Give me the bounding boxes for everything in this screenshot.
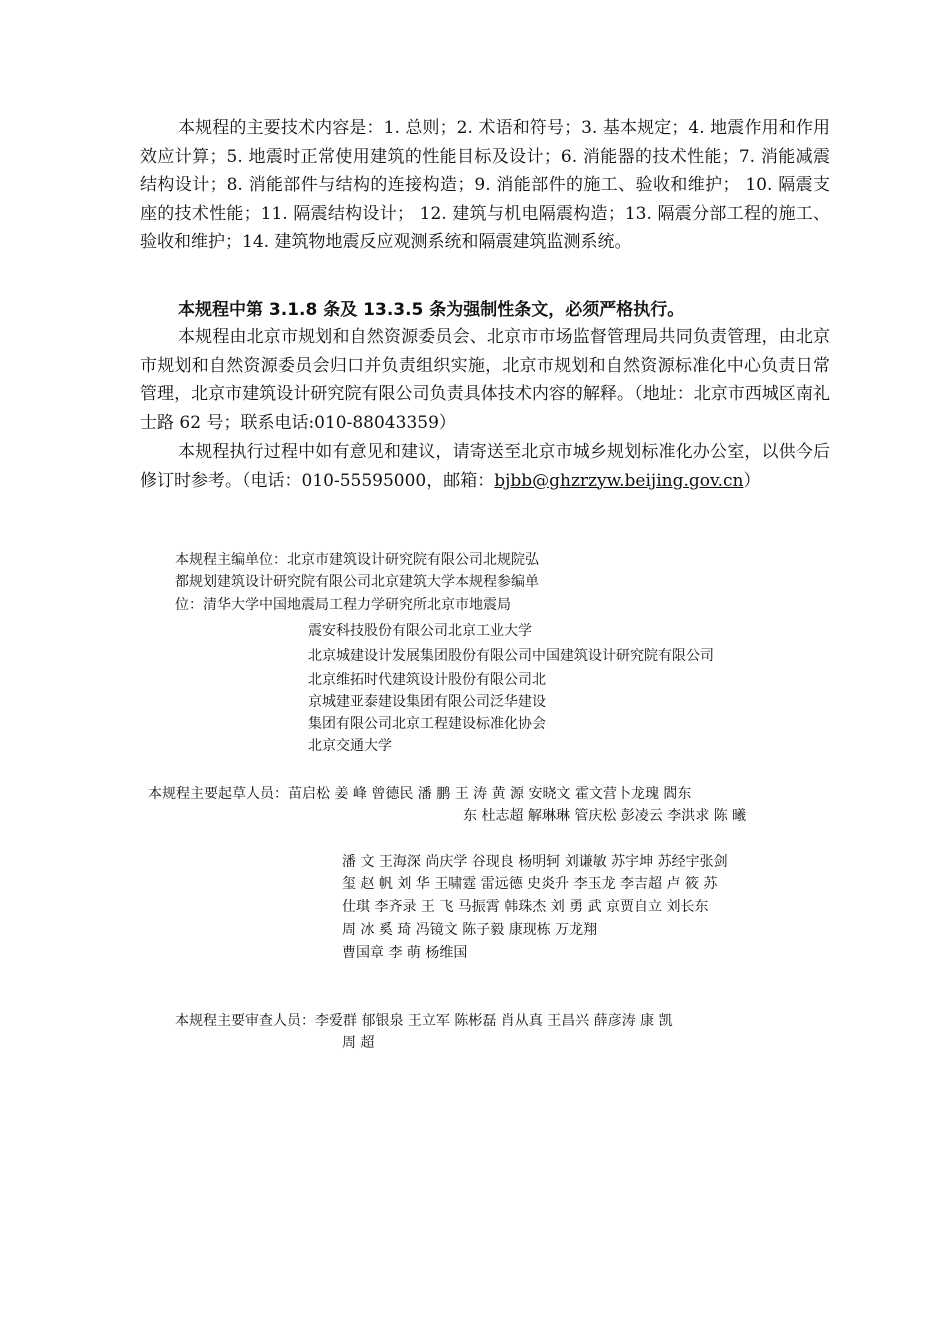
drafters-line: 曹国章 李 萌 杨维国 — [342, 945, 468, 961]
management-paragraph: 本规程由北京市规划和自然资源委员会、北京市市场监督管理局共同负责管理，由北京市规划和自然资源委员会归口并负责组织实施，北京市规划和自然资源标准化中心负责日常管理，北京市建筑设计研究院有限公司负责具体技术内容的解释。（地址：北京市西城区南礼士路 62 号；联系电话:010-88043359） — [140, 327, 830, 433]
feedback-close: ） — [743, 470, 761, 491]
drafters-line: 周 冰 奚 琦 冯镜文 陈子毅 康现栋 万龙翔 — [342, 922, 598, 938]
drafters-line: 本规程主要起草人员：苗启松 姜 峰 曾德民 潘 鹏 王 涛 黄 源 安晓文 霍文营卜龙瑰 閻东 — [148, 786, 692, 802]
mandatory-provisions-paragraph: 本规程中第 3.1.8 条及 13.3.5 条为强制性条文，必须严格执行。 — [178, 300, 685, 320]
drafters-line: 玺 赵 帆 刘 华 王啸霆 雷远德 史炎升 李玉龙 李吉超 卢 筱 苏 — [342, 876, 718, 892]
units-line: 北京城建设计发展集团股份有限公司中国建筑设计研究院有限公司 — [308, 648, 714, 664]
units-line: 位：清华大学中国地震局工程力学研究所北京市地震局 — [175, 597, 511, 613]
units-line: 集团有限公司北京工程建设标准化协会 — [308, 716, 546, 732]
drafters-line: 潘 文 王海深 尚庆学 谷现良 杨明轲 刘谦敏 苏宇坤 苏经宇张剑 — [342, 854, 728, 870]
units-line: 震安科技股份有限公司北京工业大学 — [308, 623, 532, 639]
feedback-email-link[interactable]: bjbb@ghzrzyw.beijing.gov.cn — [494, 470, 744, 491]
units-line: 北京交通大学 — [308, 738, 392, 754]
feedback-paragraph — [140, 438, 830, 495]
technical-contents-paragraph: 本规程的主要技术内容是：1. 总则；2. 术语和符号；3. 基本规定；4. 地震作用和作用效应计算；5. 地震时正常使用建筑的性能目标及设计；6. 消能器的技术性能；7. 消能减震结构设计；8. 消能部件与结构的连接构造；9. 消能部件的施工、验收和维护； 10. 隔震支座的技术性能；11. 隔震结构设计； 12. 建筑与机电隔震构造；13. 隔震分部工程的施工、验收和维护；14. 建筑物地震反应观测系统和隔震建筑监测系统。 — [140, 118, 830, 252]
drafters-line: 东 杜志超 解琳琳 管庆松 彭凌云 李洪求 陈 曦 — [463, 808, 747, 824]
feedback-text: 本规程执行过程中如有意见和建议，请寄送至北京市城乡规划标准化办公室，以供今后修订时参考。（电话：010-55595000，邮箱： — [140, 442, 830, 491]
units-line: 北京维拓时代建筑设计股份有限公司北 — [308, 672, 546, 688]
units-line: 本规程主编单位：北京市建筑设计研究院有限公司北规院弘 — [175, 552, 539, 568]
units-line: 都规划建筑设计研究院有限公司北京建筑大学本规程参编单 — [175, 574, 539, 590]
drafters-line: 仕琪 李齐录 王 飞 马振霄 韩珠杰 刘 勇 武 京贾自立 刘长东 — [342, 899, 709, 915]
units-line: 京城建亚泰建设集团有限公司泛华建设 — [308, 694, 546, 710]
reviewers-line: 周 超 — [342, 1035, 375, 1051]
reviewers-line: 本规程主要审查人员：李爱群 郁银泉 王立军 陈彬磊 肖从真 王昌兴 薛彦涛 康 凯 — [175, 1013, 673, 1029]
